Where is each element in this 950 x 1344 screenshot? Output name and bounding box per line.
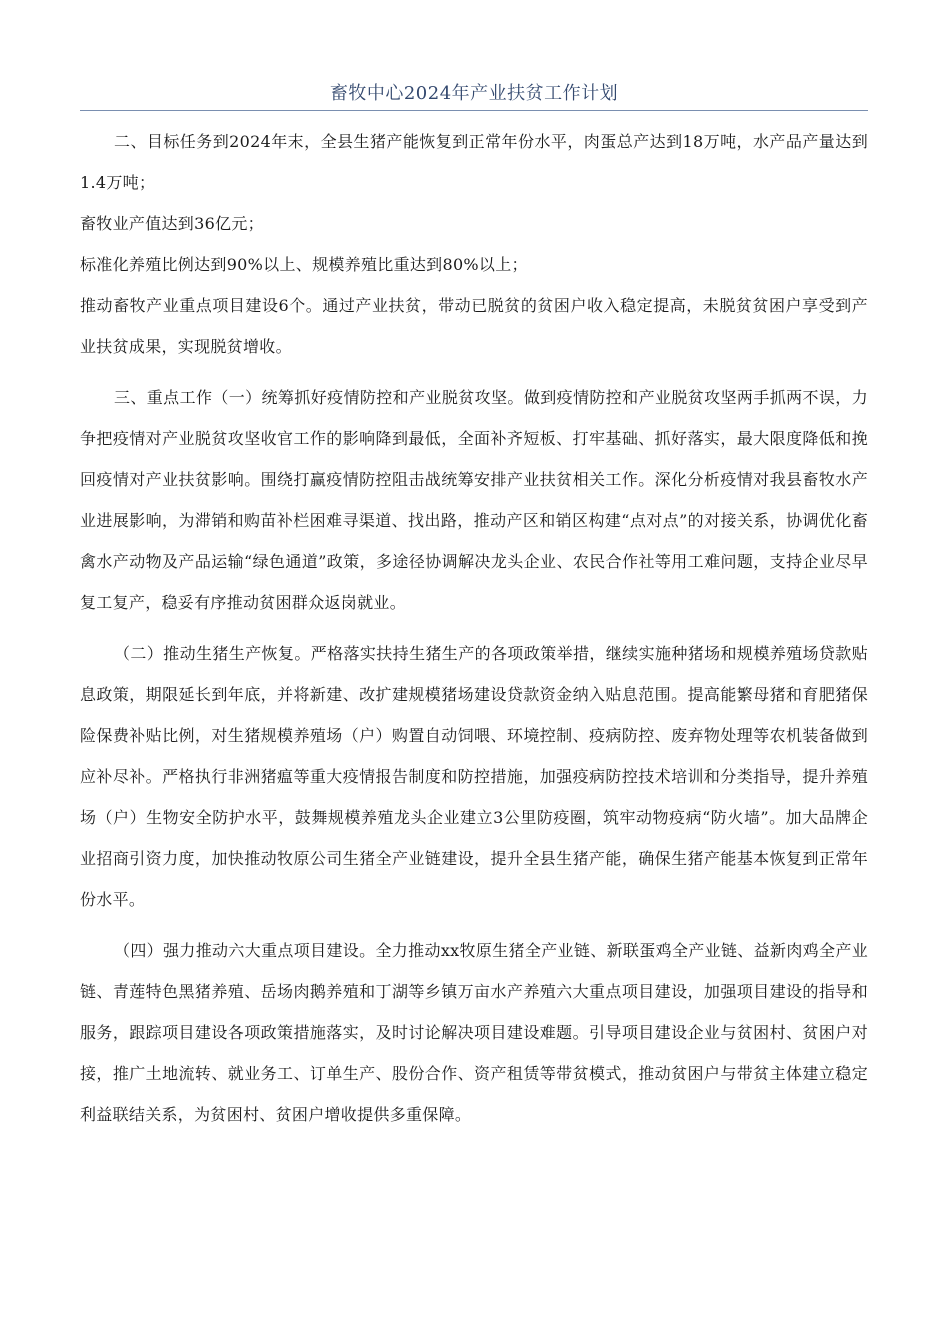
document-title: 畜牧中心2024年产业扶贫工作计划 [329,83,619,104]
page-header [80,80,868,111]
paragraph-output-value: 畜牧业产值达到36亿元； [80,214,264,233]
paragraph-six-projects: （四）强力推动六大重点项目建设。全力推动xx牧原生猪全产业链、新联蛋鸡全产业链、益新肉鸡全产业链、青莲特色黑猪养殖、岳场肉鹅养殖和丁湖等乡镇万亩水产养殖六大重点项目建设，加强项目建设的指导和服务，跟踪项目建设各项政策措施落实，及时讨论解决项目建设难题。引导项目建设企业与贫困村、贫困户对接，推广土地流转、就业务工、订单生产、股份合作、资产租赁等带贫模式，推动贫困户与带贫主体建立稳定利益联结关系，为贫困村、贫困户增收提供多重保障。 [80,941,868,1124]
document-body [80,121,868,1135]
paragraph-standardization: 标准化养殖比例达到90%以上、规模养殖比重达到80%以上； [80,255,528,274]
paragraph-target-tasks: 二、目标任务到2024年末，全县生猪产能恢复到正常年份水平，肉蛋总产达到18万吨，水产品产量达到1.4万吨； [80,132,868,192]
paragraph-key-projects: 推动畜牧产业重点项目建设6个。通过产业扶贫，带动已脱贫的贫困户收入稳定提高，未脱贫贫困户享受到产业扶贫成果，实现脱贫增收。 [80,296,868,356]
paragraph-key-work-epidemic: 三、重点工作（一）统筹抓好疫情防控和产业脱贫攻坚。做到疫情防控和产业脱贫攻坚两手抓两不误，力争把疫情对产业脱贫攻坚收官工作的影响降到最低，全面补齐短板、打牢基础、抓好落实，最大限度降低和挽回疫情对产业扶贫影响。围绕打赢疫情防控阻击战统筹安排产业扶贫相关工作。深化分析疫情对我县畜牧水产业进展影响，为滞销和购苗补栏困难寻渠道、找出路，推动产区和销区构建“点对点”的对接关系，协调优化畜禽水产动物及产品运输“绿色通道”政策，多途径协调解决龙头企业、农民合作社等用工难问题，支持企业尽早复工复产，稳妥有序推动贫困群众返岗就业。 [80,388,868,612]
paragraph-pig-production: （二）推动生猪生产恢复。严格落实扶持生猪生产的各项政策举措，继续实施种猪场和规模养殖场贷款贴息政策，期限延长到年底，并将新建、改扩建规模猪场建设贷款资金纳入贴息范围。提高能繁母猪和育肥猪保险保费补贴比例，对生猪规模养殖场（户）购置自动饲喂、环境控制、疫病防控、废弃物处理等农机装备做到应补尽补。严格执行非洲猪瘟等重大疫情报告制度和防控措施，加强疫病防控技术培训和分类指导，提升养殖场（户）生物安全防护水平，鼓舞规模养殖龙头企业建立3公里防疫圈，筑牢动物疫病“防火墙”。加大品牌企业招商引资力度，加快推动牧原公司生猪全产业链建设，提升全县生猪产能，确保生猪产能基本恢复到正常年份水平。 [80,644,868,909]
